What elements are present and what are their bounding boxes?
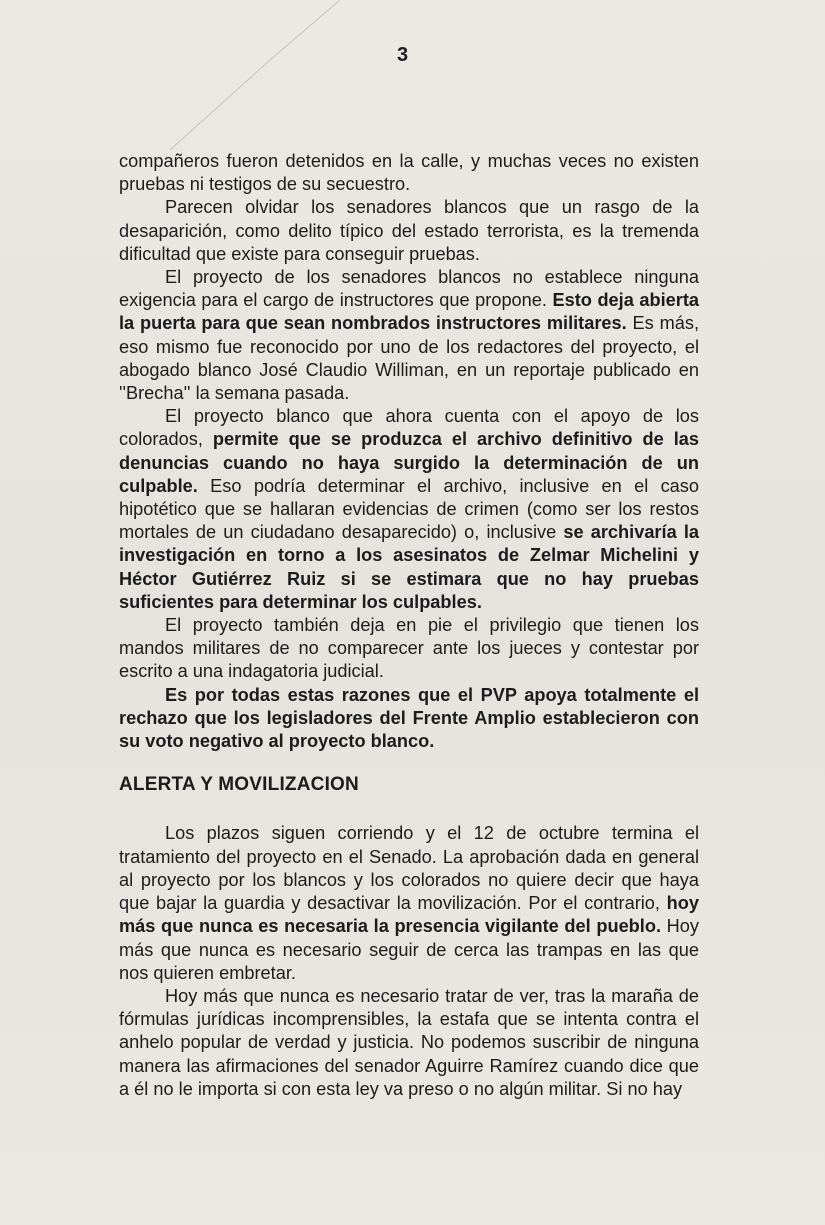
bold-text: se archivaría la investigación en torno a los asesinatos de Zelmar Michelini y Héctor Gutiérrez Ruiz si se estimara que no hay pruebas suficientes para determinar los culpables.: [119, 522, 699, 612]
paragraph: [119, 985, 699, 1101]
article-body: [119, 150, 699, 1101]
paragraph: [119, 196, 699, 266]
text-run: Los plazos siguen corriendo y el 12 de octubre termina el tratamiento del proyecto en el Senado. La aprobación dada en general al proyecto por los blancos y los colorados no quiere decir que haya que bajar la guardia y desactivar la movilización. Por el contrario,: [119, 823, 699, 914]
paragraphs-bottom: [119, 822, 699, 1100]
text-run: Es más, eso mismo fue reconocido por uno de los redactores del proyecto, el abogado blanco José Claudio Williman, en un reportaje publicado en ''Brecha'' la semana pasada.: [119, 313, 699, 404]
bold-text: permite que se produzca el archivo definitivo de las denuncias cuando no haya surgido la determinación de un culpable.: [119, 429, 699, 496]
paragraph: [119, 684, 699, 754]
text-run: El proyecto de los senadores blancos no establece ninguna exigencia para el cargo de instructores que propone.: [119, 267, 699, 311]
section-heading: ALERTA Y MOVILIZACION: [119, 774, 359, 796]
paper-crease-mark: [150, 0, 350, 170]
text-run: Parecen olvidar los senadores blancos que un rasgo de la desaparición, como delito típico del estado terrorista, es la tremenda dificultad que existe para conseguir pruebas.: [119, 197, 699, 264]
paragraph: [119, 266, 699, 405]
bold-text: Esto deja abierta la puerta para que sean nombrados instructores militares.: [119, 290, 700, 334]
text-run: Hoy más que nunca es necesario seguir de cerca las trampas en las que nos quieren embretar.: [119, 916, 699, 983]
paragraph: [119, 822, 699, 984]
text-run: compañeros fueron detenidos en la calle, y muchas veces no existen pruebas ni testigos de su secuestro.: [119, 151, 699, 195]
paragraphs-top: [119, 150, 699, 753]
paragraph: [119, 614, 699, 684]
paragraph: [119, 405, 699, 614]
text-run: El proyecto también deja en pie el privilegio que tienen los mandos militares de no comparecer ante los jueces y contestar por escrito a una indagatoria judicial.: [119, 615, 699, 682]
text-run: Eso podría determinar el archivo, inclusive en el caso hipotético que se hallaran evidencias de crimen (como ser los restos mortales de un ciudadano desaparecido) o, inclusive: [119, 475, 699, 543]
page-number: 3: [397, 44, 409, 66]
text-run: El proyecto blanco que ahora cuenta con el apoyo de los colorados,: [119, 406, 699, 450]
bold-text: Es por todas estas razones que el PVP apoya totalmente el rechazo que los legisladores del Frente Amplio establecieron con su voto negativo al proyecto blanco.: [119, 684, 699, 752]
bold-text: hoy más que nunca es necesaria la presencia vigilante del pueblo.: [119, 893, 699, 937]
paragraph: [119, 150, 699, 196]
text-run: Hoy más que nunca es necesario tratar de ver, tras la maraña de fórmulas jurídicas incomprensibles, la estafa que se intenta contra el anhelo popular de verdad y justicia. No podemos suscribir de ninguna manera las afirmaciones del senador Aguirre Ramírez cuando dice que a él no le importa si con esta ley va preso o no algún militar. Si no hay: [119, 985, 699, 1099]
